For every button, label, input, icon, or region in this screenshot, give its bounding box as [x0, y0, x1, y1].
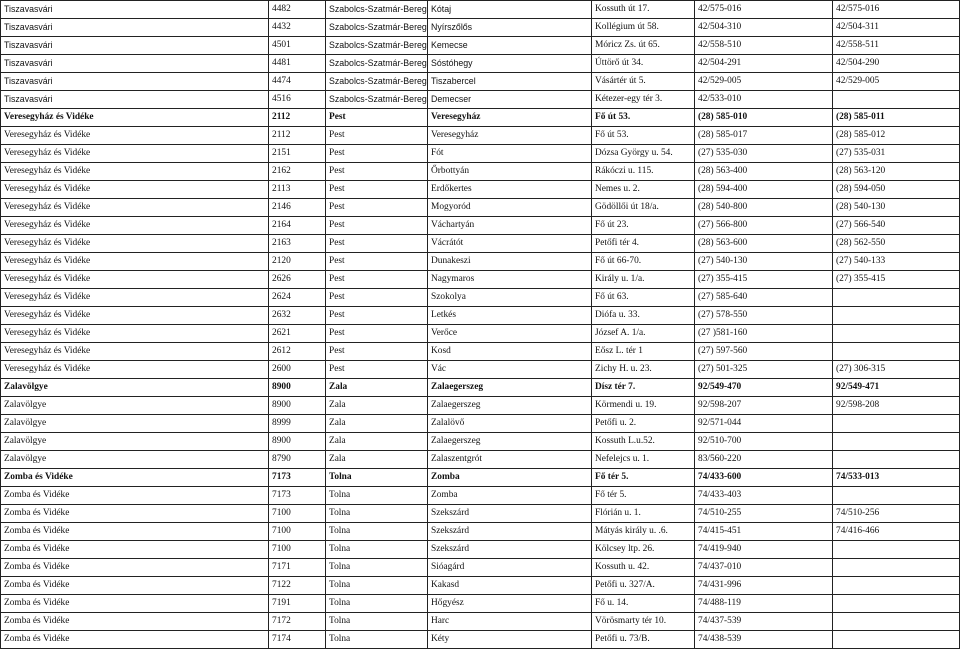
postal-code-cell: 2164: [269, 217, 326, 235]
county-cell: Tolna: [326, 631, 428, 649]
postal-code-cell: 7100: [269, 541, 326, 559]
cooperative-cell: Tiszavasvári: [1, 1, 269, 19]
table-row: [1, 613, 960, 631]
address-cell: Körmendi u. 19.: [592, 397, 695, 415]
address-cell: Zichy H. u. 23.: [592, 361, 695, 379]
phone-cell: 92/571-044: [695, 415, 833, 433]
table-row: [1, 199, 960, 217]
cooperative-cell: Veresegyház és Vidéke: [1, 217, 269, 235]
phone-cell: 42/504-291: [695, 55, 833, 73]
table-row: [1, 127, 960, 145]
address-cell: Vörösmarty tér 10.: [592, 613, 695, 631]
town-cell: Tiszabercel: [428, 73, 592, 91]
town-cell: Zomba: [428, 487, 592, 505]
address-cell: Kossuth u. 42.: [592, 559, 695, 577]
postal-code-cell: 7100: [269, 523, 326, 541]
address-cell: Fő tér 5.: [592, 469, 695, 487]
fax-cell: 42/529-005: [833, 73, 960, 91]
table-row: [1, 379, 960, 397]
town-cell: Vác: [428, 361, 592, 379]
town-cell: Zalaegerszeg: [428, 379, 592, 397]
table-row: [1, 451, 960, 469]
phone-cell: (27) 535-030: [695, 145, 833, 163]
address-cell: Petőfi u. 73/B.: [592, 631, 695, 649]
town-cell: Hőgyész: [428, 595, 592, 613]
table-row: [1, 325, 960, 343]
table-row: [1, 577, 960, 595]
postal-code-cell: 4516: [269, 91, 326, 109]
town-cell: Zalaegerszeg: [428, 433, 592, 451]
table-row: [1, 469, 960, 487]
table-row: [1, 1, 960, 19]
town-cell: Őrbottyán: [428, 163, 592, 181]
fax-cell: (28) 585-012: [833, 127, 960, 145]
fax-cell: 92/549-471: [833, 379, 960, 397]
cooperative-cell: Zomba és Vidéke: [1, 523, 269, 541]
phone-cell: 74/433-600: [695, 469, 833, 487]
cooperative-cell: Zomba és Vidéke: [1, 541, 269, 559]
phone-cell: (27) 585-640: [695, 289, 833, 307]
cooperative-cell: Veresegyház és Vidéke: [1, 325, 269, 343]
cooperative-cell: Veresegyház és Vidéke: [1, 181, 269, 199]
cooperative-cell: Veresegyház és Vidéke: [1, 145, 269, 163]
cooperative-cell: Zalavölgye: [1, 451, 269, 469]
address-cell: Gödöllői út 18/a.: [592, 199, 695, 217]
address-cell: Flórián u. 1.: [592, 505, 695, 523]
address-cell: Kétezer-egy tér 3.: [592, 91, 695, 109]
table-row: [1, 487, 960, 505]
cooperative-cell: Zalavölgye: [1, 433, 269, 451]
phone-cell: (27) 566-800: [695, 217, 833, 235]
fax-cell: (27) 566-540: [833, 217, 960, 235]
table-row: [1, 163, 960, 181]
phone-cell: (28) 594-400: [695, 181, 833, 199]
phone-cell: 83/560-220: [695, 451, 833, 469]
town-cell: Zalalövő: [428, 415, 592, 433]
cooperative-cell: Zalavölgye: [1, 379, 269, 397]
phone-cell: 74/488-119: [695, 595, 833, 613]
postal-code-cell: 2113: [269, 181, 326, 199]
table-row: [1, 145, 960, 163]
town-cell: Erdőkertes: [428, 181, 592, 199]
table-row: [1, 559, 960, 577]
fax-cell: (27) 355-415: [833, 271, 960, 289]
town-cell: Letkés: [428, 307, 592, 325]
table-row: [1, 235, 960, 253]
fax-cell: [833, 451, 960, 469]
postal-code-cell: 2146: [269, 199, 326, 217]
town-cell: Mogyoród: [428, 199, 592, 217]
phone-cell: 74/431-996: [695, 577, 833, 595]
postal-code-cell: 4482: [269, 1, 326, 19]
county-cell: Pest: [326, 145, 428, 163]
county-cell: Pest: [326, 343, 428, 361]
postal-code-cell: 2162: [269, 163, 326, 181]
address-cell: Rákóczi u. 115.: [592, 163, 695, 181]
cooperative-cell: Zomba és Vidéke: [1, 559, 269, 577]
phone-cell: 74/419-940: [695, 541, 833, 559]
county-cell: Tolna: [326, 541, 428, 559]
postal-code-cell: 2632: [269, 307, 326, 325]
phone-cell: 74/438-539: [695, 631, 833, 649]
cooperative-cell: Veresegyház és Vidéke: [1, 163, 269, 181]
fax-cell: 74/533-013: [833, 469, 960, 487]
county-cell: Pest: [326, 235, 428, 253]
county-cell: Pest: [326, 307, 428, 325]
county-cell: Tolna: [326, 559, 428, 577]
county-cell: Szabolcs-Szatmár-Bereg: [326, 91, 428, 109]
address-cell: Fő út 66-70.: [592, 253, 695, 271]
fax-cell: (27) 540-133: [833, 253, 960, 271]
cooperative-cell: Zomba és Vidéke: [1, 631, 269, 649]
address-cell: Kossuth L.u.52.: [592, 433, 695, 451]
fax-cell: 42/575-016: [833, 1, 960, 19]
postal-code-cell: 7173: [269, 487, 326, 505]
county-cell: Pest: [326, 271, 428, 289]
table-row: [1, 433, 960, 451]
town-cell: Demecser: [428, 91, 592, 109]
phone-cell: 92/598-207: [695, 397, 833, 415]
postal-code-cell: 2163: [269, 235, 326, 253]
fax-cell: [833, 559, 960, 577]
postal-code-cell: 4432: [269, 19, 326, 37]
fax-cell: [833, 433, 960, 451]
address-cell: Kölcsey ltp. 26.: [592, 541, 695, 559]
fax-cell: [833, 91, 960, 109]
county-cell: Pest: [326, 217, 428, 235]
fax-cell: 42/558-511: [833, 37, 960, 55]
phone-cell: 92/510-700: [695, 433, 833, 451]
postal-code-cell: 2120: [269, 253, 326, 271]
postal-code-cell: 8900: [269, 397, 326, 415]
postal-code-cell: 8900: [269, 379, 326, 397]
address-cell: Mátyás király u. .6.: [592, 523, 695, 541]
fax-cell: [833, 577, 960, 595]
county-cell: Pest: [326, 325, 428, 343]
county-cell: Szabolcs-Szatmár-Bereg: [326, 19, 428, 37]
postal-code-cell: 4481: [269, 55, 326, 73]
fax-cell: (28) 563-120: [833, 163, 960, 181]
table-row: [1, 505, 960, 523]
phone-cell: 74/433-403: [695, 487, 833, 505]
phone-cell: (28) 563-400: [695, 163, 833, 181]
cooperative-cell: Tiszavasvári: [1, 19, 269, 37]
fax-cell: (28) 540-130: [833, 199, 960, 217]
county-cell: Pest: [326, 109, 428, 127]
address-cell: Dísz tér 7.: [592, 379, 695, 397]
postal-code-cell: 2151: [269, 145, 326, 163]
cooperative-cell: Veresegyház és Vidéke: [1, 343, 269, 361]
fax-cell: [833, 631, 960, 649]
phone-cell: 74/437-539: [695, 613, 833, 631]
fax-cell: (28) 594-050: [833, 181, 960, 199]
table-row: [1, 631, 960, 649]
postal-code-cell: 7100: [269, 505, 326, 523]
postal-code-cell: 2621: [269, 325, 326, 343]
cooperative-cell: Veresegyház és Vidéke: [1, 271, 269, 289]
cooperative-cell: Veresegyház és Vidéke: [1, 109, 269, 127]
county-cell: Pest: [326, 289, 428, 307]
table-row: [1, 181, 960, 199]
town-cell: Dunakeszi: [428, 253, 592, 271]
town-cell: Kakasd: [428, 577, 592, 595]
cooperative-cell: Veresegyház és Vidéke: [1, 253, 269, 271]
postal-code-cell: 2112: [269, 109, 326, 127]
town-cell: Kéty: [428, 631, 592, 649]
table-row: [1, 415, 960, 433]
phone-cell: (27) 578-550: [695, 307, 833, 325]
postal-code-cell: 2624: [269, 289, 326, 307]
county-cell: Pest: [326, 361, 428, 379]
county-cell: Szabolcs-Szatmár-Bereg: [326, 73, 428, 91]
phone-cell: 74/510-255: [695, 505, 833, 523]
phone-cell: (28) 563-600: [695, 235, 833, 253]
address-cell: Dózsa György u. 54.: [592, 145, 695, 163]
address-cell: Király u. 1/a.: [592, 271, 695, 289]
county-cell: Zala: [326, 379, 428, 397]
cooperative-cell: Veresegyház és Vidéke: [1, 235, 269, 253]
cooperative-cell: Zomba és Vidéke: [1, 577, 269, 595]
cooperative-cell: Veresegyház és Vidéke: [1, 307, 269, 325]
town-cell: Harc: [428, 613, 592, 631]
town-cell: Nagymaros: [428, 271, 592, 289]
address-cell: Úttörő út 34.: [592, 55, 695, 73]
cooperative-cell: Tiszavasvári: [1, 91, 269, 109]
table-row: [1, 343, 960, 361]
address-cell: József A. 1/a.: [592, 325, 695, 343]
cooperative-cell: Tiszavasvári: [1, 73, 269, 91]
address-cell: Fő út 53.: [592, 127, 695, 145]
cooperative-cell: Zalavölgye: [1, 397, 269, 415]
fax-cell: [833, 325, 960, 343]
address-cell: Diófa u. 33.: [592, 307, 695, 325]
fax-cell: 92/598-208: [833, 397, 960, 415]
town-cell: Zalaszentgrót: [428, 451, 592, 469]
phone-cell: (27) 597-560: [695, 343, 833, 361]
town-cell: Sióagárd: [428, 559, 592, 577]
table-row: [1, 37, 960, 55]
county-cell: Szabolcs-Szatmár-Bereg: [326, 1, 428, 19]
phone-cell: (27 )581-160: [695, 325, 833, 343]
table-body: [1, 1, 960, 649]
postal-code-cell: 2626: [269, 271, 326, 289]
town-cell: Szekszárd: [428, 541, 592, 559]
county-cell: Zala: [326, 451, 428, 469]
town-cell: Kemecse: [428, 37, 592, 55]
phone-cell: 92/549-470: [695, 379, 833, 397]
town-cell: Kosd: [428, 343, 592, 361]
postal-code-cell: 4501: [269, 37, 326, 55]
county-cell: Zala: [326, 433, 428, 451]
county-cell: Pest: [326, 199, 428, 217]
address-cell: Petőfi u. 327/A.: [592, 577, 695, 595]
county-cell: Tolna: [326, 595, 428, 613]
fax-cell: 42/504-311: [833, 19, 960, 37]
town-cell: Nyírszőlős: [428, 19, 592, 37]
phone-cell: 42/504-310: [695, 19, 833, 37]
address-cell: Fő tér 5.: [592, 487, 695, 505]
address-cell: Móricz Zs. út 65.: [592, 37, 695, 55]
county-cell: Pest: [326, 163, 428, 181]
phone-cell: (28) 585-010: [695, 109, 833, 127]
fax-cell: (27) 306-315: [833, 361, 960, 379]
fax-cell: [833, 487, 960, 505]
town-cell: Szekszárd: [428, 523, 592, 541]
phone-cell: (28) 540-800: [695, 199, 833, 217]
table-row: [1, 361, 960, 379]
cooperative-cell: Zomba és Vidéke: [1, 487, 269, 505]
county-cell: Tolna: [326, 487, 428, 505]
fax-cell: [833, 343, 960, 361]
phone-cell: 42/533-010: [695, 91, 833, 109]
town-cell: Zomba: [428, 469, 592, 487]
cooperative-cell: Zomba és Vidéke: [1, 505, 269, 523]
cooperative-cell: Veresegyház és Vidéke: [1, 127, 269, 145]
county-cell: Tolna: [326, 613, 428, 631]
address-cell: Fő út 53.: [592, 109, 695, 127]
town-cell: Szekszárd: [428, 505, 592, 523]
table-row: [1, 91, 960, 109]
table-row: [1, 217, 960, 235]
county-cell: Tolna: [326, 469, 428, 487]
fax-cell: (27) 535-031: [833, 145, 960, 163]
town-cell: Fót: [428, 145, 592, 163]
postal-code-cell: 7172: [269, 613, 326, 631]
table-row: [1, 19, 960, 37]
fax-cell: [833, 595, 960, 613]
fax-cell: 74/510-256: [833, 505, 960, 523]
postal-code-cell: 8900: [269, 433, 326, 451]
cooperative-cell: Zalavölgye: [1, 415, 269, 433]
table-row: [1, 523, 960, 541]
postal-code-cell: 4474: [269, 73, 326, 91]
fax-cell: (28) 562-550: [833, 235, 960, 253]
address-cell: Fő út 23.: [592, 217, 695, 235]
fax-cell: 74/416-466: [833, 523, 960, 541]
postal-code-cell: 2612: [269, 343, 326, 361]
town-cell: Veresegyház: [428, 109, 592, 127]
town-cell: Zalaegerszeg: [428, 397, 592, 415]
phone-cell: 42/529-005: [695, 73, 833, 91]
fax-cell: [833, 289, 960, 307]
postal-code-cell: 7174: [269, 631, 326, 649]
town-cell: Sóstóhegy: [428, 55, 592, 73]
postal-code-cell: 8999: [269, 415, 326, 433]
postal-code-cell: 2112: [269, 127, 326, 145]
cooperative-cell: Veresegyház és Vidéke: [1, 361, 269, 379]
fax-cell: (28) 585-011: [833, 109, 960, 127]
town-cell: Szokolya: [428, 289, 592, 307]
town-cell: Verőce: [428, 325, 592, 343]
county-cell: Zala: [326, 397, 428, 415]
cooperative-cell: Tiszavasvári: [1, 55, 269, 73]
address-cell: Nefelejcs u. 1.: [592, 451, 695, 469]
postal-code-cell: 7171: [269, 559, 326, 577]
county-cell: Pest: [326, 127, 428, 145]
fax-cell: [833, 307, 960, 325]
county-cell: Zala: [326, 415, 428, 433]
table-row: [1, 73, 960, 91]
fax-cell: [833, 415, 960, 433]
county-cell: Szabolcs-Szatmár-Bereg: [326, 55, 428, 73]
postal-code-cell: 7191: [269, 595, 326, 613]
cooperative-cell: Tiszavasvári: [1, 37, 269, 55]
cooperative-cell: Zomba és Vidéke: [1, 613, 269, 631]
postal-code-cell: 2600: [269, 361, 326, 379]
fax-cell: [833, 541, 960, 559]
phone-cell: 74/415-451: [695, 523, 833, 541]
postal-code-cell: 8790: [269, 451, 326, 469]
phone-cell: (27) 501-325: [695, 361, 833, 379]
cooperative-cell: Zomba és Vidéke: [1, 469, 269, 487]
county-cell: Tolna: [326, 523, 428, 541]
table-row: [1, 541, 960, 559]
postal-code-cell: 7173: [269, 469, 326, 487]
county-cell: Pest: [326, 181, 428, 199]
address-cell: Fő út 63.: [592, 289, 695, 307]
address-cell: Nemes u. 2.: [592, 181, 695, 199]
phone-cell: 42/558-510: [695, 37, 833, 55]
address-cell: Kossuth út 17.: [592, 1, 695, 19]
postal-code-cell: 7122: [269, 577, 326, 595]
address-cell: Eősz L. tér 1: [592, 343, 695, 361]
table-row: [1, 55, 960, 73]
county-cell: Szabolcs-Szatmár-Bereg: [326, 37, 428, 55]
phone-cell: 42/575-016: [695, 1, 833, 19]
county-cell: Pest: [326, 253, 428, 271]
address-cell: Vásártér út 5.: [592, 73, 695, 91]
address-cell: Kollégium út 58.: [592, 19, 695, 37]
phone-cell: (27) 355-415: [695, 271, 833, 289]
town-cell: Kótaj: [428, 1, 592, 19]
cooperative-cell: Veresegyház és Vidéke: [1, 289, 269, 307]
phone-cell: 74/437-010: [695, 559, 833, 577]
fax-cell: [833, 613, 960, 631]
town-cell: Vácrátót: [428, 235, 592, 253]
table-row: [1, 397, 960, 415]
county-cell: Tolna: [326, 505, 428, 523]
table-row: [1, 271, 960, 289]
fax-cell: 42/504-290: [833, 55, 960, 73]
cooperative-cell: Zomba és Vidéke: [1, 595, 269, 613]
town-cell: Veresegyház: [428, 127, 592, 145]
county-cell: Tolna: [326, 577, 428, 595]
table-row: [1, 109, 960, 127]
address-cell: Petőfi u. 2.: [592, 415, 695, 433]
phone-cell: (27) 540-130: [695, 253, 833, 271]
table-row: [1, 595, 960, 613]
address-cell: Fő u. 14.: [592, 595, 695, 613]
town-cell: Váchartyán: [428, 217, 592, 235]
phone-cell: (28) 585-017: [695, 127, 833, 145]
address-cell: Petőfi tér 4.: [592, 235, 695, 253]
table-row: [1, 289, 960, 307]
table-row: [1, 307, 960, 325]
cooperative-cell: Veresegyház és Vidéke: [1, 199, 269, 217]
table-row: [1, 253, 960, 271]
